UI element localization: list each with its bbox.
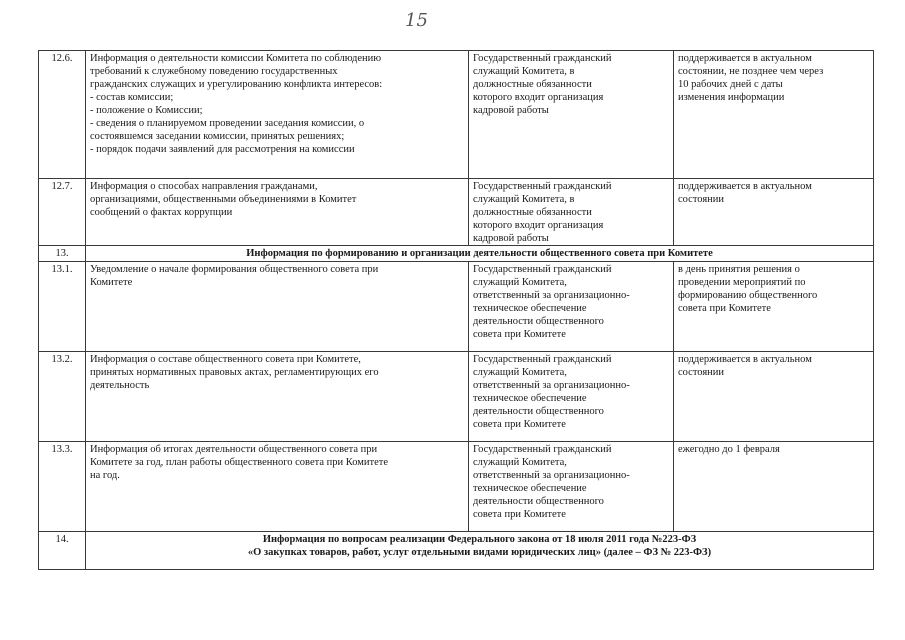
responsible-line: совета при Комитете [473,509,566,520]
info-line: сообщений о фактах коррупции [90,207,233,218]
info-line: - положение о Комиссии; [90,105,203,116]
info-line: на год. [90,470,120,481]
row-number: 12.7. [39,179,86,246]
responsible-line: деятельности общественного [473,496,604,507]
title-line: Информация по формированию и организации деятельности общественного совета при Комитете [246,248,713,259]
info-line: принятых нормативных правовых актах, регламентирующих его [90,367,379,378]
responsible-cell [469,352,674,442]
responsible-line: должностные обязанности [473,207,592,218]
table-row [39,262,874,352]
responsible-line: кадровой работы [473,105,549,116]
term-cell [674,179,874,246]
table-body [39,51,874,570]
responsible-line: которого входит организация [473,220,604,231]
responsible-line: Государственный гражданский [473,53,612,64]
responsible-line: Государственный гражданский [473,354,612,365]
responsible-line: Государственный гражданский [473,444,612,455]
responsible-line: служащий Комитета, в [473,194,575,205]
title-line: «О закупках товаров, работ, услуг отдельными видами юридических лиц» (далее – ФЗ № 223-ФЗ) [247,547,712,558]
info-line: гражданских служащих и урегулированию конфликта интересов: [90,79,383,90]
section-title [86,532,874,570]
responsible-line: совета при Комитете [473,419,566,430]
term-cell [674,442,874,532]
info-line: требований к служебному поведению государственных [90,66,338,77]
info-cell [86,442,469,532]
info-cell [86,352,469,442]
info-cell [86,262,469,352]
responsible-line: деятельности общественного [473,406,604,417]
responsible-cell [469,262,674,352]
row-number: 13. [39,246,86,262]
table-row [39,51,874,179]
responsible-line: деятельности общественного [473,316,604,327]
table-row [39,179,874,246]
term-line: поддерживается в актуальном [678,181,812,192]
term-line: состоянии [678,194,725,205]
section-row [39,246,874,262]
term-line: 10 рабочих дней с даты [678,79,783,90]
term-line: состоянии [678,367,725,378]
responsible-line: служащий Комитета, в [473,66,575,77]
info-line: Информация о деятельности комиссии Комитета по соблюдению [90,53,382,64]
section-row [39,532,874,570]
responsible-cell [469,179,674,246]
info-line: деятельность [90,380,150,391]
term-line: состоянии, не позднее чем через [678,66,824,77]
page-number: 15 [405,10,428,31]
table-row [39,352,874,442]
responsible-line: техническое обеспечение [473,483,587,494]
info-line: Комитете [90,277,133,288]
term-line: проведении мероприятий по [678,277,806,288]
info-line: Комитете за год, план работы общественного совета при Комитете [90,457,389,468]
responsible-line: служащий Комитета, [473,367,567,378]
responsible-line: служащий Комитета, [473,277,567,288]
document-table [38,50,874,570]
info-line: - порядок подачи заявлений для рассмотрения на комиссии [90,144,355,155]
info-line: Уведомление о начале формирования общественного совета при [90,264,379,275]
row-number: 13.1. [39,262,86,352]
term-line: поддерживается в актуальном [678,354,812,365]
info-line: Информация о составе общественного совета при Комитете, [90,354,361,365]
info-line: Информация об итогах деятельности общественного совета при [90,444,378,455]
term-line: в день принятия решения о [678,264,800,275]
responsible-line: ответственный за организационно- [473,380,630,391]
responsible-line: которого входит организация [473,92,604,103]
responsible-line: Государственный гражданский [473,181,612,192]
responsible-line: ответственный за организационно- [473,470,630,481]
responsible-line: кадровой работы [473,233,549,244]
section-title [86,246,874,262]
responsible-line: служащий Комитета, [473,457,567,468]
responsible-line: совета при Комитете [473,329,566,340]
row-number: 13.3. [39,442,86,532]
info-line: состоявшемся заседании комиссии, принятых решениях; [90,131,345,142]
info-line: - сведения о планируемом проведении заседания комиссии, о [90,118,365,129]
term-line: ежегодно до 1 февраля [678,444,780,455]
title-line: Информация по вопросам реализации Федерального закона от 18 июля 2011 года №223-ФЗ [262,534,697,545]
responsible-line: ответственный за организационно- [473,290,630,301]
responsible-line: техническое обеспечение [473,393,587,404]
term-line: изменения информации [678,92,785,103]
responsible-cell [469,51,674,179]
row-number: 12.6. [39,51,86,179]
info-line: - состав комиссии; [90,92,174,103]
info-cell [86,51,469,179]
info-line: Информация о способах направления гражданами, [90,181,318,192]
row-number: 14. [39,532,86,570]
table-row [39,442,874,532]
info-cell [86,179,469,246]
term-line: совета при Комитете [678,303,771,314]
term-cell [674,352,874,442]
responsible-line: Государственный гражданский [473,264,612,275]
term-cell [674,51,874,179]
term-line: поддерживается в актуальном [678,53,812,64]
term-cell [674,262,874,352]
info-line: организациями, общественными объединениями в Комитет [90,194,357,205]
row-number: 13.2. [39,352,86,442]
responsible-cell [469,442,674,532]
term-line: формированию общественного [678,290,818,301]
responsible-line: техническое обеспечение [473,303,587,314]
responsible-line: должностные обязанности [473,79,592,90]
